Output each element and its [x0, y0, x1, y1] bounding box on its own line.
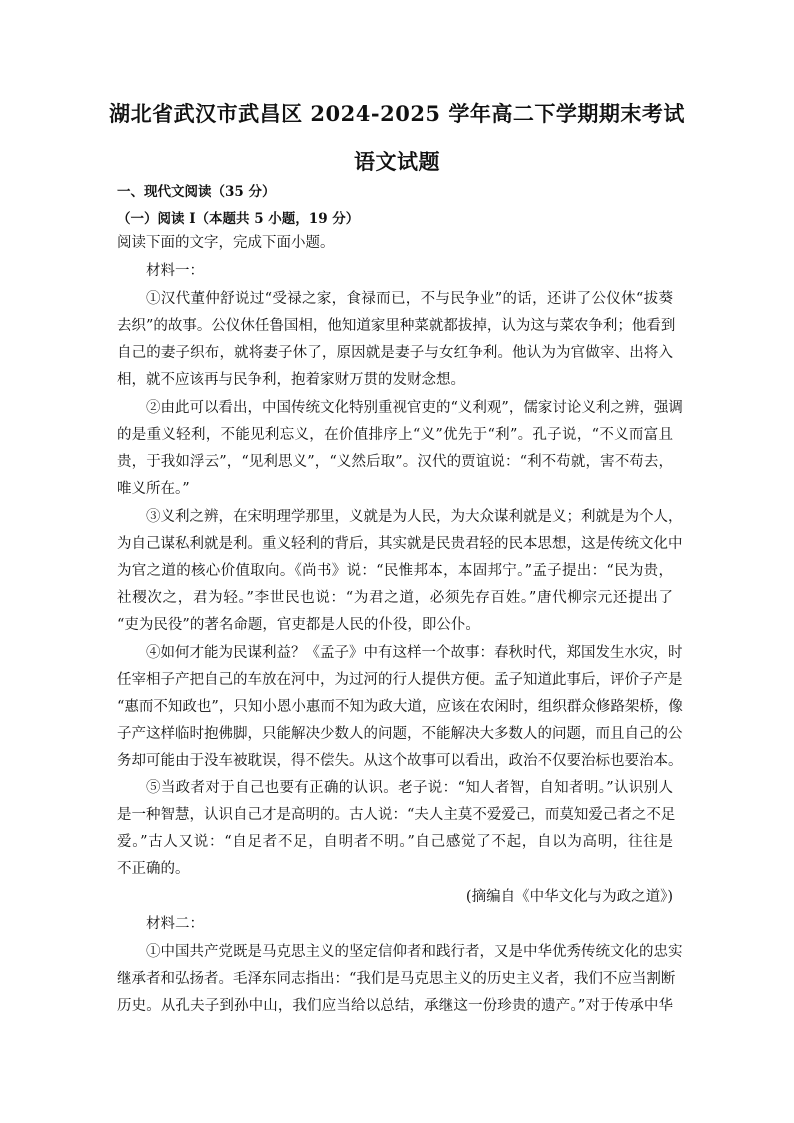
paragraph-line: 社稷次之，君为轻。”李世民也说：“为君之道，必须先存百姓。”唐代柳宗元还提出了	[117, 590, 673, 606]
document-subtitle: 语文试题	[354, 149, 440, 174]
instruction-text: 阅读下面的文字，完成下面小题。	[117, 235, 335, 251]
paragraph-line: 继承者和弘扬者。毛泽东同志指出：“我们是马克思主义的历史主义者，我们不应当割断	[117, 971, 676, 987]
paragraph-line: ②由此可以看出，中国传统文化特别重视官吏的“义利观”，儒家讨论义利之辨，强调	[146, 400, 683, 416]
paragraph-line: 自己的妻子织布，就将妻子休了，原因就是妻子与女红争利。他认为为官做宰、出将入	[117, 345, 673, 361]
paragraph-line: 历史。从孔夫子到孙中山，我们应当给以总结，承继这一份珍贵的遗产。”对于传承中华	[117, 998, 673, 1014]
paragraph-line: ①中国共产党既是马克思主义的坚定信仰者和践行者，又是中华优秀传统文化的忠实	[146, 944, 683, 960]
paragraph-line: “惠而不知政也”，只知小恩小惠而不知为政大道，应该在农闲时，组织群众修路架桥，像	[117, 699, 683, 715]
material2-label: 材料二：	[146, 916, 204, 932]
material1-label: 材料一：	[146, 263, 204, 279]
paragraph-line: ⑤当政者对于自己也要有正确的认识。老子说：“知人者智，自知者明。”认识别人	[146, 780, 673, 796]
paragraph-line: ④如何才能为民谋利益？《孟子》中有这样一个故事：春秋时代，郑国发生水灾，时	[146, 645, 683, 661]
paragraph-line: 去织”的故事。公仪休任鲁国相，他知道家里种菜就都拔掉，认为这与菜农争利；他看到	[117, 318, 676, 334]
subsection-heading: （一）阅读 I（本题共 5 小题，19 分）	[117, 211, 360, 227]
section-heading: 一、现代文阅读（35 分）	[117, 184, 276, 200]
paragraph-line: 为自己谋私利就是利。重义轻利的背后，其实就是民贵君轻的民本思想，这是传统文化中	[117, 536, 683, 552]
paragraph-line: 不正确的。	[117, 861, 190, 877]
paragraph-line: 务却可能由于没车被耽误，得不偿失。从这个故事可以看出，政治不仅要治标也要治本。	[117, 753, 683, 769]
paragraph-line: 的是重义轻利，不能见利忘义，在价值排序上“义”优先于“利”。孔子说，“不义而富且	[117, 427, 673, 443]
paragraph-line: 爱。”古人又说：“自足者不足，自明者不明。”自己感觉了不起，自以为高明，往往是	[117, 834, 673, 850]
paragraph-line: ①汉代董仲舒说过“受禄之家，食禄而已，不与民争业”的话，还讲了公仪休“拔葵	[146, 291, 673, 307]
paragraph-line: ③义利之辨，在宋明理学那里，义就是为人民，为大众谋利就是义；利就是为个人，	[146, 509, 683, 525]
paragraph-line: 贵，于我如浮云”，“见利思义”，“义然后取”。汉代的贾谊说：“利不苟就，害不苟去，	[117, 454, 673, 470]
paragraph-line: 子产这样临时抱佛脚，只能解决少数人的问题，不能解决大多数人的问题，而且自己的公	[117, 726, 683, 742]
paragraph-line: 为官之道的核心价值取向。《尚书》说：“民惟邦本，本固邦宁。”孟子提出：“民为贵，	[117, 563, 673, 579]
document-title: 湖北省武汉市武昌区 2024-2025 学年高二下学期期末考试	[109, 101, 685, 126]
paragraph-line: 唯义所在。”	[117, 481, 190, 497]
paragraph-line: “吏为民役”的著名命题，官吏都是人民的仆役，即公仆。	[117, 617, 480, 633]
paragraph-line: 任宰相子产把自己的车放在河中，为过河的行人提供方便。孟子知道此事后，评价子产是	[117, 672, 683, 688]
paragraph-line: 是一种智慧，认识自己才是高明的。古人说：“夫人主莫不爱爱己，而莫知爱己者之不足	[117, 807, 676, 823]
source-citation: (摘编自《中华文化与为政之道》)	[465, 889, 673, 905]
paragraph-line: 相，就不应该再与民争利，抱着家财万贯的发财念想。	[117, 372, 465, 388]
